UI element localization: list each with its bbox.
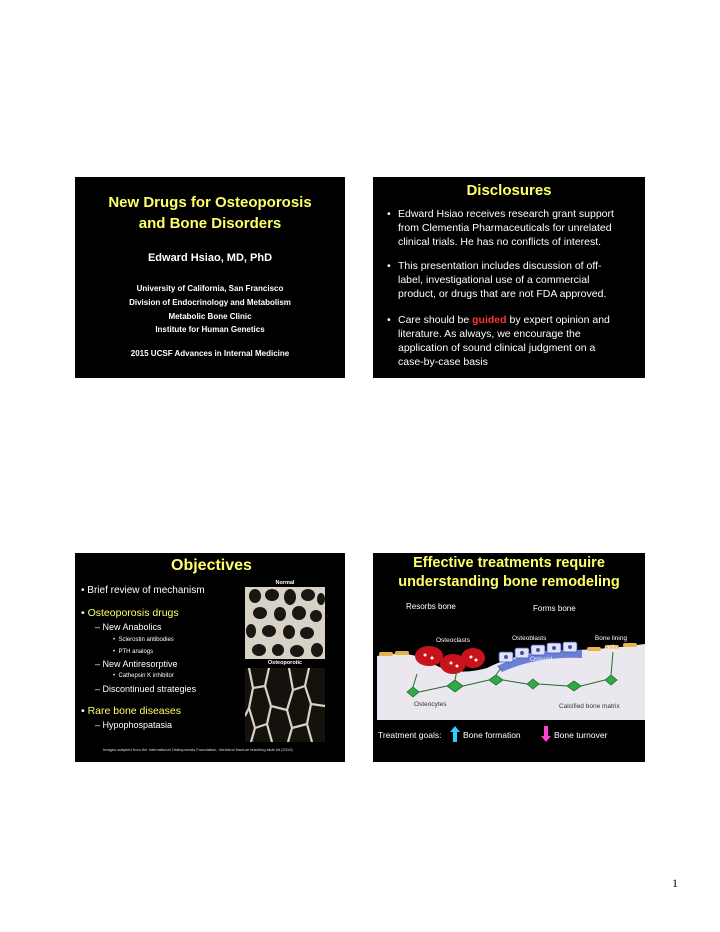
obj-item-3-text: Rare bone diseases [87, 705, 181, 717]
goal-bone-turnover: Bone turnover [554, 730, 608, 740]
objectives-title: Objectives [171, 557, 252, 574]
bullet-3-line-3: application of sound clinical judgment on a [398, 342, 596, 354]
label-calcified-matrix: Calcified bone matrix [559, 703, 620, 710]
osteoporotic-bone-image [245, 668, 325, 742]
label-osteoclasts: Osteoclasts [436, 637, 470, 644]
disclosure-bullet-3: • Care should be guided by expert opinion and literature. As always, we encourage the application of sound clinical judgment on a case-by-case basis [398, 313, 643, 369]
treatment-goals-label: Treatment goals: [378, 730, 442, 740]
obj-item-2b1-text: Cathepsin K inhibitor [118, 673, 174, 679]
affiliation-2: Division of Endocrinology and Metabolism [129, 298, 291, 307]
label-osteoporotic: Osteoporotic [267, 660, 303, 666]
bullet-dot: • [113, 637, 119, 643]
obj-item-2 [81, 607, 179, 619]
label-normal: Normal [275, 580, 295, 586]
goal-bone-formation: Bone formation [463, 730, 521, 740]
bullet-3-suffix: by expert opinion and [506, 314, 610, 326]
bullet-dot: • [81, 705, 88, 717]
arrow-down-icon [541, 726, 551, 742]
disclosure-bullet-1: • Edward Hsiao receives research grant support from Clementia Pharmaceuticals for unrelated clinical trials. He has no conflicts of interest. [398, 207, 643, 249]
disclosures-title: Disclosures [466, 182, 552, 199]
bullet-2-line-1: This presentation includes discussion of off- [398, 260, 602, 272]
label-osteocytes: Osteocytes [414, 701, 447, 708]
label-bone-lining-cells: cells [604, 644, 618, 651]
obj-item-3a [95, 720, 172, 730]
remodeling-title-1: Effective treatments require [413, 555, 605, 571]
bullet-3-line-4: case-by-case basis [398, 356, 488, 368]
bullet-3-line-1 [398, 313, 643, 327]
arrow-up-icon [450, 726, 460, 742]
bullet-dot: • [113, 673, 119, 679]
label-osteoid: Osteoid [530, 656, 553, 663]
remodeling-title-2: understanding bone remodeling [398, 574, 620, 590]
obj-item-2a-text: New Anabolics [102, 622, 162, 632]
obj-item-2b-text: New Antiresorptive [102, 659, 178, 669]
label-forms-bone: Forms bone [533, 604, 576, 613]
label-osteoblasts: Osteoblasts [512, 635, 547, 642]
treatment-goals-row [378, 730, 441, 740]
label-resorbs-bone: Resorbs bone [406, 602, 456, 611]
bullet-1-line-2: from Clementia Pharmaceuticals for unrelated [398, 222, 612, 234]
obj-item-1 [81, 585, 205, 596]
slide-bone-remodeling [373, 553, 645, 762]
dash: – [95, 622, 103, 632]
obj-item-2c [95, 684, 196, 694]
author: Edward Hsiao, MD, PhD [147, 252, 273, 264]
event-name: 2015 UCSF Advances in Internal Medicine [130, 349, 290, 358]
bullet-3-prefix: Care should be [398, 314, 473, 326]
highlight-guided: guided [472, 314, 507, 326]
slide-title [75, 177, 345, 378]
obj-item-2c-text: Discontinued strategies [102, 684, 197, 694]
bullet-dot: • [113, 649, 119, 655]
affiliation-1: University of California, San Francisco [136, 284, 284, 293]
slide-disclosures [373, 177, 645, 378]
bullet-dot: • [81, 585, 88, 596]
obj-item-2a1 [113, 637, 174, 643]
title-line-1: New Drugs for Osteoporosis [108, 194, 312, 211]
disclosure-bullet-2: • This presentation includes discussion of off- label, investigational use of a commercial product, or drugs that are not FDA approved. [398, 259, 643, 301]
dash: – [95, 684, 103, 694]
affiliation-4: Institute for Human Genetics [155, 325, 265, 334]
obj-item-2a1-text: Sclerostin antibodies [118, 637, 174, 643]
obj-item-3a-text: Hypophospatasia [102, 720, 173, 730]
obj-item-2a [95, 622, 162, 632]
obj-item-2b1 [113, 673, 174, 679]
obj-item-2a2-text: PTH analogs [118, 649, 154, 655]
affiliation-3: Metabolic Bone Clinic [168, 312, 252, 321]
obj-item-2b [95, 659, 178, 669]
bullet-dot: • [81, 607, 88, 619]
bullet-3-line-2: literature. As always, we encourage the [398, 328, 581, 340]
dash: – [95, 720, 103, 730]
bullet-1-line-3: clinical trials. He has no conflicts of interest. [398, 236, 602, 248]
bullet-2-line-3: product, or drugs that are not FDA approved. [398, 288, 607, 300]
obj-item-3 [81, 705, 181, 717]
bullet-1-line-1: Edward Hsiao receives research grant support [398, 208, 614, 220]
obj-item-2-text: Osteoporosis drugs [87, 607, 179, 619]
page-number: 1 [672, 876, 678, 890]
image-credit: Images adapted from the International Osteoporosis Foundation, Vertebral fracture teaching slide kit (2010) [103, 747, 293, 752]
obj-item-2a2 [113, 649, 153, 655]
dash: – [95, 659, 103, 669]
slide-objectives [75, 553, 345, 762]
obj-item-1-text: Brief review of mechanism [87, 585, 205, 596]
bullet-2-line-2: label, investigational use of a commercial [398, 274, 590, 286]
title-line-2: and Bone Disorders [138, 215, 282, 232]
normal-bone-image [245, 587, 325, 659]
label-bone-lining: Bone lining [594, 635, 628, 642]
